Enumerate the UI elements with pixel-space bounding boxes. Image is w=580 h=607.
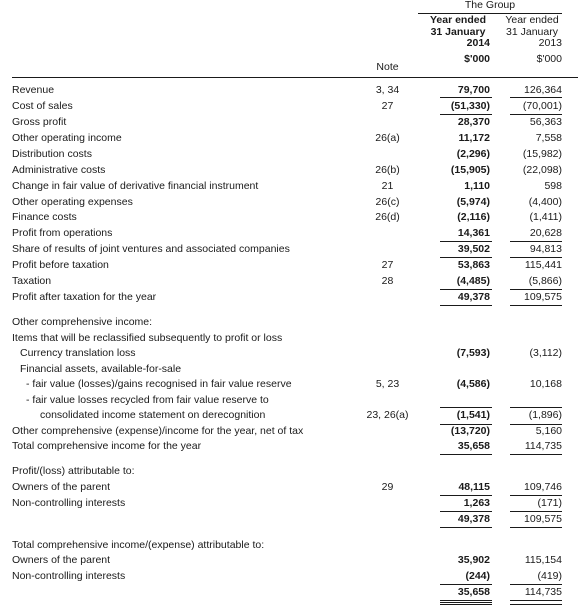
row-value-2014: (244) [465,570,490,582]
separator-2013 [510,424,562,425]
header-2013-line1: Year ended [505,14,559,26]
row-label: Total comprehensive income for the year [12,440,202,452]
row-value-2014: (4,586) [456,378,490,390]
row-value-2013: 115,441 [524,259,562,271]
row-value-2013: 109,575 [524,291,562,303]
row-value-2014: (51,330) [450,100,490,112]
row-label: Profit from operations [12,227,113,239]
row-value-2014: 1,110 [464,180,490,192]
separator-2013 [510,289,562,290]
row-label: Other comprehensive income: [12,316,153,328]
row-label: Share of results of joint ventures and associated companies [12,243,290,255]
header-2013-unit: $'000 [536,52,562,65]
row-value-2013: 126,364 [524,84,562,96]
row-label: Taxation [12,275,52,287]
row-value-2013: (1,896) [528,409,562,421]
row-value-2013: 20,628 [529,227,562,239]
separator-2014 [440,407,492,408]
row-note: 3, 34 [375,84,400,96]
row-label: Profit/(loss) attributable to: [12,465,135,477]
separator-2013 [510,604,562,605]
row-label: Change in fair value of derivative financial instrument [12,180,259,192]
row-note: 27 [381,100,394,112]
row-value-2014: 28,370 [457,116,490,128]
row-value-2013: 114,735 [524,440,562,452]
row-value-2014: 48,115 [458,481,490,493]
row-label: Other operating expenses [12,196,133,208]
row-label: Finance costs [12,211,77,223]
row-value-2013: 598 [544,180,562,192]
row-value-2014: (2,116) [457,211,490,223]
note-header: Note [376,61,399,73]
separator-2014 [440,289,492,290]
separator-2014 [440,495,492,496]
row-value-2013: 56,363 [529,116,562,128]
separator-2013 [510,495,562,496]
row-value-2013: (22,098) [522,164,562,176]
row-note: 26(d) [375,211,400,223]
row-label: Non-controlling interests [12,497,126,509]
separator-2014 [440,241,492,242]
row-value-2014: (2,296) [456,148,490,160]
row-label: Owners of the parent [12,481,111,493]
header-2013-line2: 31 January [506,25,558,38]
row-label: - fair value losses recycled from fair value reserve to [26,394,269,406]
row-label: Total comprehensive income/(expense) attributable to: [12,539,265,551]
row-note: 21 [381,180,394,192]
row-value-2013: (70,001) [522,100,562,112]
row-value-2014: 49,378 [457,513,490,525]
group-header: The Group [464,0,516,11]
row-value-2014: 79,700 [457,84,490,96]
row-value-2013: 7,558 [535,132,562,144]
separator-2014 [440,114,492,115]
row-value-2013: (4,400) [528,196,562,208]
separator-2014 [440,257,492,258]
row-value-2013: (5,866) [528,275,562,287]
row-value-2013: (419) [537,570,562,582]
row-value-2014: (4,485) [456,275,490,287]
row-label: Distribution costs [12,148,92,160]
row-label: Revenue [12,84,55,96]
separator-2013 [510,600,562,601]
header-2014-unit: $'000 [464,52,490,65]
row-label: Profit after taxation for the year [12,291,157,303]
row-value-2014: 39,502 [457,243,490,255]
row-value-2013: (171) [537,497,562,509]
header-2014 [418,15,498,65]
row-note: 5, 23 [375,378,400,390]
header-2014-line3: 2014 [466,37,490,49]
row-label: Cost of sales [12,100,73,112]
row-value-2014: 35,902 [457,554,490,566]
row-note: 28 [381,275,394,287]
row-value-2013: 109,746 [524,481,562,493]
header-2013-line3: 2013 [538,37,562,49]
row-label: Items that will be reclassified subsequently to profit or loss [12,332,283,344]
row-value-2013: (1,411) [529,211,562,223]
row-label: Non-controlling interests [12,570,126,582]
row-label: Other operating income [12,132,122,144]
separator-2013 [510,527,562,528]
row-label: Owners of the parent [12,554,111,566]
row-value-2014: 11,172 [458,132,490,144]
row-value-2014: 1,263 [463,497,490,509]
row-note: 26(a) [375,132,400,144]
row-value-2013: 10,168 [529,378,562,390]
separator-2013 [510,241,562,242]
row-label: Other comprehensive (expense)/income for the year, net of tax [12,425,304,437]
row-value-2013: 5,160 [535,425,562,437]
separator-2013 [510,454,562,455]
separator-2014 [440,305,492,306]
row-value-2014: (13,720) [450,425,490,437]
separator-2014 [440,604,492,605]
row-label: consolidated income statement on derecognition [40,409,266,421]
separator-2013 [510,407,562,408]
row-note: 27 [381,259,394,271]
row-value-2014: (7,593) [456,347,490,359]
separator-2014 [440,527,492,528]
row-value-2013: (15,982) [522,148,562,160]
separator-2013 [510,584,562,585]
row-value-2014: (15,905) [450,164,490,176]
header-2014-line1: Year ended [429,14,487,26]
row-label: Administrative costs [12,164,106,176]
row-value-2013: 114,735 [524,586,562,598]
row-value-2014: 35,658 [457,440,490,452]
row-label: Currency translation loss [20,347,136,359]
row-note: 23, 26(a) [366,409,409,421]
separator-2014 [440,511,492,512]
separator-2013 [510,97,562,98]
row-value-2014: (1,541) [456,409,490,421]
row-value-2014: 35,658 [457,586,490,598]
row-label: Gross profit [12,116,67,128]
header-2014-line2: 31 January [430,25,486,38]
row-value-2014: (5,974) [456,196,490,208]
separator-2013 [510,511,562,512]
separator-2014 [440,600,492,601]
row-label: - fair value (losses)/gains recognised in fair value reserve [26,378,292,390]
separator-2013 [510,114,562,115]
row-note: 26(c) [375,196,400,208]
row-value-2013: (3,112) [529,347,562,359]
header-full-rule [12,77,578,78]
separator-2014 [440,454,492,455]
header-2013 [498,15,566,65]
row-label: Financial assets, available-for-sale [20,363,182,375]
row-value-2013: 109,575 [524,513,562,525]
separator-2014 [440,584,492,585]
row-value-2014: 53,863 [457,259,490,271]
row-label: Profit before taxation [12,259,109,271]
separator-2014 [440,424,492,425]
separator-2014 [440,602,492,603]
row-value-2014: 14,361 [457,227,490,239]
separator-2013 [510,305,562,306]
row-value-2014: 49,378 [457,291,490,303]
row-value-2013: 94,813 [529,243,562,255]
separator-2013 [510,257,562,258]
row-value-2013: 115,154 [524,554,562,566]
separator-2014 [440,97,492,98]
row-note: 29 [381,481,394,493]
row-note: 26(b) [375,164,400,176]
